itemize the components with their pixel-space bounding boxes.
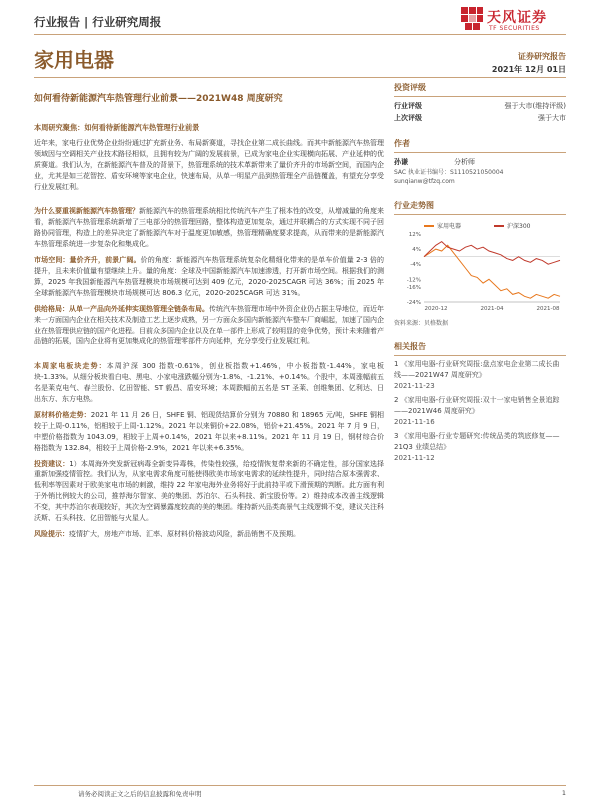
logo-subtext: TF SECURITIES — [489, 25, 540, 32]
report-category: 行业报告 | 行业研究周报 — [34, 15, 162, 29]
main-content — [34, 123, 384, 545]
footer-disclaimer: 请务必阅读正文之后的信息披露和免责申明 — [78, 790, 202, 798]
rating-industry-row — [394, 100, 566, 112]
logo-mark-icon — [460, 6, 484, 32]
x-tick-label: 2021-04 — [480, 306, 504, 312]
x-tick-label: 2021-08 — [536, 306, 560, 312]
y-tick-label: 4% — [412, 247, 421, 254]
trend-chart-svg — [394, 218, 566, 316]
x-tick-label: 2020-12 — [424, 306, 448, 312]
author-heading: 作者 — [394, 134, 566, 153]
paragraph-why: 为什么要重视新能源汽车热管理？新能源汽车的热管理系统相比传统汽车产生了根本性的改变，从增减量的角度来看，新能源汽车热管理系统新增了三电部分的热管理回路，整体构造更加复杂，通过并联耦合的方式实现不同子回路协同管理，构造上的差异决定了新能源汽车对于温度更加敏感，热管理精确度要求提高，从而带来的是新能源汽车热管理系统进一步复杂化和集成化。 — [34, 207, 384, 249]
paragraph-risk: 风险提示：疫情扩大，房地产市场、汇率、原材料价格波动风险，新品销售不及预期。 — [34, 530, 300, 538]
series-line-1 — [424, 242, 560, 265]
series-line-0 — [424, 245, 560, 298]
report-type: 证券研究报告 — [518, 52, 566, 61]
legend-item-csi300: 沪深300 — [494, 221, 530, 230]
paragraph-advice: 投资建议：1）本周海外突发新冠病毒全新变异毒株，传染性较强，给疫情恢复带来新的不确定性，部分国家选择重新加强疫情管控。我们认为，从家电需求角度可能使得欧美市场家电需求的延续性提升，同时结合原本强需求、低利率等因素对于欧美家电市场的刺激，维持 22 年家电海外业务将好于此前持平或下滑预期的判断。此方面有利于外销比例较大的公司，推荐海尔智家、美的集团、苏泊尔、石头科技、新宝股份等。2）维持成本改善主线逻辑不变，其中苏泊尔表现较好，其次为空调暴露度较高的美的集团。维持新兴品类高景气主线逻辑不变，建议关注科沃斯、石头科技、亿田智能与火星人。 — [34, 459, 385, 523]
paragraph-supply: 供给格局：从单一产品向外延伸实现热管理全链条布局。传统汽车热管理市场中外资企业仍占据主导地位，而近年来一方面国内企业在相关技术及制造工艺上逐步成熟，另一方面众多国内新能源汽车整车厂商崛起，加速了国内企业在热管理供应链的国产化进程。目前众多国内企业以及在单一部件上形成了较明显的竞争优势，预计未来随着产品链的拓展，国内企业将有更加集成化的热管理零部件方向延伸，充分享受行业发展红利。 — [34, 304, 384, 346]
author-row — [394, 156, 566, 168]
author-license: SAC 执业证书编号：S1110521050004 — [394, 169, 504, 176]
rating-prev-label: 上次评级 — [394, 114, 422, 122]
paragraph-weekly: 本周家电板块走势：本周沪深 300 指数-0.61%，创业板指数+1.46%，中小板指数-1.44%，家电板块-1.33%。从细分板块看白电、黑电、小家电涨跌幅分别为-1.8%、-1.21%、+0.14%。个股中，本周涨幅前五名是莱克电气、春兰股份、亿田智能、ST 毅昌、盾安环境；本周跌幅前五名是 ST 圣莱、创维集团、亿利达、日出东方、东方电热。 — [34, 362, 384, 404]
y-tick-label: -12% — [406, 277, 421, 284]
sidebar — [394, 78, 566, 467]
rating-heading: 投资评级 — [394, 78, 566, 97]
author-name: 孙谦 — [394, 158, 408, 166]
paragraph-market: 市场空间：量价齐升，前景广阔。价的角度：新能源汽车热管理系统复杂化精细化带来的是单车价值量 2-3 倍的提升，且未来价值量有望继续上升。量的角度：全球及中国新能源汽车加速渗透，打开新市场空间。根据我们的测算，2025 年我国新能源汽车热管理模块市场规模可达到 409 亿元，2020-2025CAGR 可达 36%；而 2025 年全球新能源汽车热管理模块市场规模可达 806.3 亿元，2020-2025CAGR 可达 31%。 — [34, 256, 385, 297]
rating-prev-value: 强于大市 — [538, 114, 566, 122]
report-title: 如何看待新能源汽车热管理行业前景——2021W48 周度研究 — [34, 94, 283, 104]
top-divider — [34, 34, 566, 35]
related-report-item[interactable]: 3 《家用电器-行业专题研究:传统品类的筑底修复——21Q3 业绩总结》 2021-11-12 — [394, 432, 560, 462]
y-tick-label: -24% — [406, 300, 421, 306]
sector-title: 家用电器 — [34, 48, 114, 72]
rating-prev-row — [394, 112, 566, 124]
y-tick-label: 12% — [408, 232, 421, 238]
paragraph-materials: 原材料价格走势：2021 年 11 月 26 日，SHFE 铜、铝现货结算价分别为 70880 和 18965 元/吨，SHFE 铜相较于上周-0.11%，铝相较于上周-1.12%。2021 年以来铜价+22.08%，铝价+21.45%。2021 年 7 月 9 日，中塑价格指数为 1043.09，相较于上周+0.14%，2021 年以来+8.11%。2021 年 11 月 19 日，钢材综合价格指数为 132.84，相较于上周价格-2.9%，2021 年以来+6.35%。 — [34, 410, 385, 452]
related-report-item[interactable]: 1 《家用电器-行业研究周报:盘点家电企业第二成长曲线——2021W47 周度研究》 2021-11-23 — [394, 360, 560, 390]
legend-item-home-appliance: 家用电器 — [424, 221, 461, 230]
author-email[interactable]: sunqianw@tfzq.com — [394, 178, 455, 185]
page-number: 1 — [561, 789, 566, 797]
y-tick-label: -16% — [406, 284, 421, 291]
related-report-item[interactable]: 2 《家用电器-行业研究周报:双十一家电销售全景追踪——2021W46 周度研究》 2021-11-16 — [394, 396, 560, 426]
y-tick-label: -4% — [410, 262, 421, 269]
trend-chart — [394, 218, 566, 316]
footer-divider — [34, 785, 566, 786]
author-role: 分析师 — [454, 158, 475, 166]
summary-heading: 本周研究聚焦：如何看待新能源汽车热管理行业前景 — [34, 123, 200, 132]
chart-source: 资料来源：贝格数据 — [394, 320, 449, 327]
paragraph-intro: 近年来，家电行业优势企业纷纷通过扩充新业务、布局新赛道，寻找企业第二成长曲线。而其中新能源汽车热管理领域因与空调相关产业技术路径相似，且拥有较为广阔的发展前景，已成为家电企业实现横向拓展、产业延伸的优质赛道。我们认为，在新能源汽车普及的背景下，热管理系统的技术革新带来了量价齐升的市场新空间，而国内企业，尤其是如三花智控、盾安环境等家电企业，快速布局，从单一明星产品到热管理全产品链覆盖，有望充分享受行业发展红利。 — [34, 138, 384, 191]
related-heading: 相关报告 — [394, 337, 566, 356]
report-date: 2021年 12月 01日 — [491, 65, 566, 74]
logo-text: 天风证券 — [487, 10, 547, 26]
tf-securities-logo — [460, 6, 570, 34]
trend-heading: 行业走势图 — [394, 196, 566, 215]
rating-industry-value: 强于大市(维持评级) — [504, 102, 566, 110]
rating-industry-label: 行业评级 — [394, 102, 422, 110]
